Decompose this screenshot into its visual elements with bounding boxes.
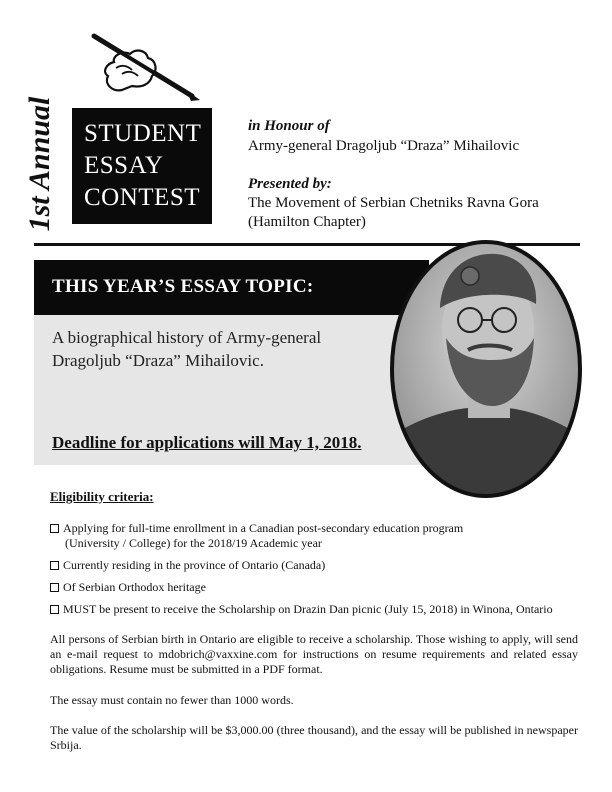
criterion-text: MUST be present to receive the Scholarship on Drazin Dan picnic (July 15, 2018) in Winona, Ontario [63,602,553,616]
checkbox [50,583,59,592]
checkbox [50,561,59,570]
deadline-text: Deadline for applications will May 1, 2018. [52,433,362,452]
contest-title-box [72,108,212,224]
topic-title: THIS YEAR’S ESSAY TOPIC: [52,276,314,297]
annual-label: 1st Annual [23,96,56,232]
eligibility-title: Eligibility criteria: [50,489,154,504]
word-count-paragraph: The essay must contain no fewer than 1000 words. [50,693,294,707]
criterion-text: Applying for full-time enrollment in a Canadian post-secondary education program [63,521,464,535]
criterion-item [50,602,553,617]
honour-label: in Honour of [248,118,330,134]
application-paragraph: All persons of Serbian birth in Ontario are eligible to receive a scholarship. Those wishing to apply, will send an e-mail request to mdobrich@vaxxine.com for instructions on resume requirements and related essay obligations. Resume must be submitted in a PDF format. [50,632,578,676]
criterion-item [50,558,325,573]
checkbox [50,605,59,614]
portrait-photo [388,238,584,500]
criterion-item-continued: (University / College) for the 2018/19 Academic year [65,536,322,550]
criterion-text: Currently residing in the province of Ontario (Canada) [63,558,326,572]
criterion-item [50,580,206,595]
contest-line-1: STUDENT [84,120,202,147]
presenter-name: The Movement of Serbian Chetniks Ravna Gora [248,195,539,211]
contest-line-2: ESSAY [84,152,164,179]
contest-line-3: CONTEST [84,184,200,211]
honour-name: Army-general Dragoljub “Draza” Mihailovic [248,138,520,154]
topic-text: A biographical history of Army-general Dragoljub “Draza” Mihailovic. [52,328,322,370]
checkbox [50,524,59,533]
presenter-chapter: (Hamilton Chapter) [248,214,366,230]
criterion-text: Of Serbian Orthodox heritage [63,580,206,594]
presented-label: Presented by: [248,176,332,192]
pen-hand-icon [88,30,203,105]
criterion-item [50,521,463,536]
scholarship-value-paragraph: The value of the scholarship will be $3,000.00 (three thousand), and the essay will be published in newspaper Srbija. [50,723,578,752]
